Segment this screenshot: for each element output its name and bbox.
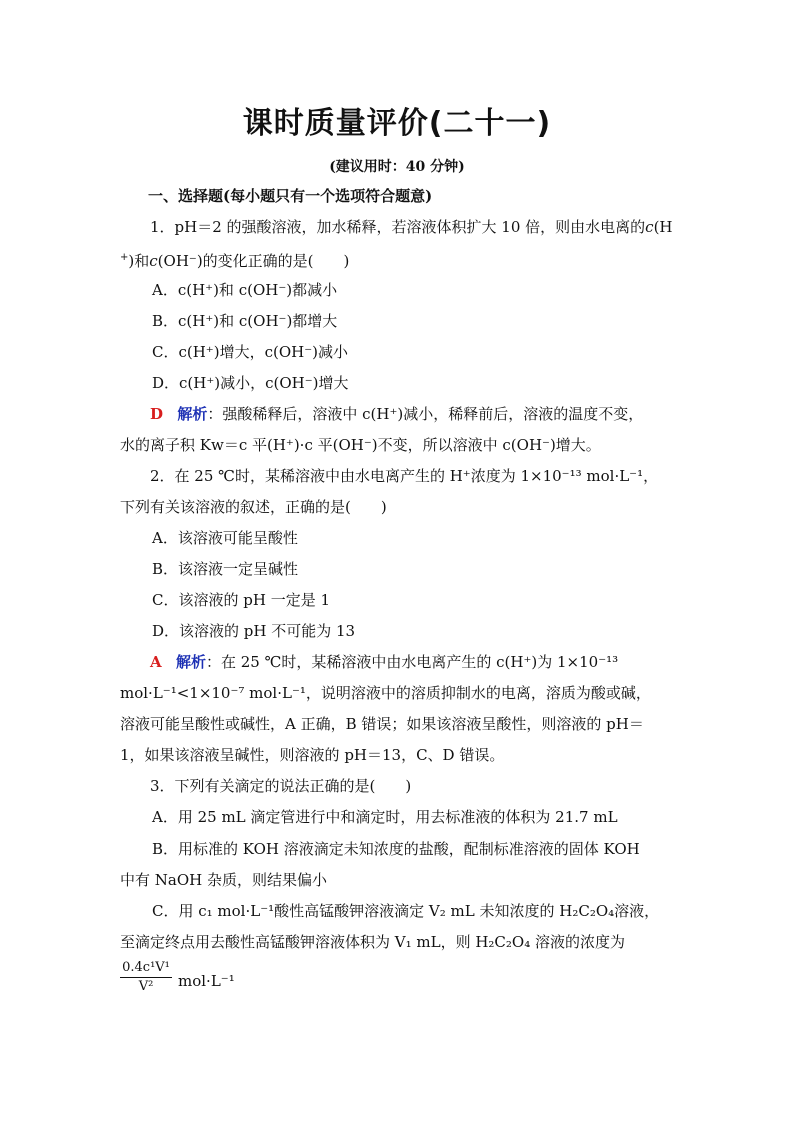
q1-option-a: A．c(H⁺)和 c(OH⁻)都减小	[152, 281, 338, 299]
q2-option-c: C．该溶液的 pH 一定是 1	[152, 591, 331, 609]
q3-option-c-line1: C．用 c₁ mol·L⁻¹酸性高锰酸钾溶液滴定 V₂ mL 未知浓度的 H₂C₂O₄溶液，	[152, 902, 660, 920]
page-title: 课时质量评价(二十一)	[242, 106, 552, 141]
q1-analysis-line1: D 解析：强酸稀释后，溶液中 c(H⁺)减小，稀释前后，溶液的温度不变，	[150, 405, 644, 423]
q1-option-b: B．c(H⁺)和 c(OH⁻)都增大	[152, 312, 338, 330]
q2-stem-line1: 2．在 25 ℃时，某稀溶液中由水电离产生的 H⁺浓度为 1×10⁻¹³ mol·L⁻¹，	[150, 467, 659, 485]
q3-option-a: A．用 25 mL 滴定管进行中和滴定时，用去标准液的体积为 21.7 mL	[152, 808, 618, 826]
q2-option-d: D．该溶液的 pH 不可能为 13	[152, 622, 356, 640]
suggested-time: (建议用时：40 分钟)	[329, 159, 465, 175]
q2-option-a: A．该溶液可能呈酸性	[152, 529, 298, 547]
q2-answer: A	[150, 653, 162, 671]
q2-option-b: B．该溶液一定呈碱性	[152, 560, 299, 578]
q3-stem: 3．下列有关滴定的说法正确的是( )	[150, 777, 412, 795]
q2-analysis-line3: 溶液可能呈酸性或碱性，A 正确，B 错误；如果该溶液呈酸性，则溶液的 pH＝	[120, 715, 644, 733]
q1-stem-tail: (H	[653, 218, 673, 236]
q2-analysis-line2: mol·L⁻¹<1×10⁻⁷ mol·L⁻¹，说明溶液中的溶质抑制水的电离，溶质为酸或碱，	[120, 684, 651, 702]
q1-stem-line2: +)和c(OH⁻)的变化正确的是( )	[120, 252, 350, 270]
section-heading: 一、选择题(每小题只有一个选项符合题意)	[148, 187, 433, 205]
q1-option-c: C．c(H⁺)增大，c(OH⁻)减小	[152, 343, 348, 361]
fraction-numerator: 0.4c¹V¹	[120, 960, 172, 978]
q2-analysis-line4: 1，如果该溶液呈碱性，则溶液的 pH＝13，C、D 错误。	[120, 746, 505, 764]
q3-option-b-line1: B．用标准的 KOH 溶液滴定未知浓度的盐酸，配制标准溶液的固体 KOH	[152, 840, 640, 858]
q2-analysis-line1: A 解析：在 25 ℃时，某稀溶液中由水电离产生的 c(H⁺)为 1×10⁻¹³	[150, 653, 619, 671]
q3-option-c-line2: 至滴定终点用去酸性高锰酸钾溶液体积为 V₁ mL，则 H₂C₂O₄ 溶液的浓度为	[120, 933, 626, 951]
q2-analysis-label: 解析	[175, 653, 206, 671]
fraction-denominator: V²	[138, 979, 154, 994]
q1-stem-line1: 1．pH＝2 的强酸溶液，加水稀释，若溶液体积扩大 10 倍，则由水电离的c(H	[150, 218, 673, 236]
q1-answer: D	[150, 405, 164, 423]
q2-stem-line2: 下列有关该溶液的叙述，正确的是( )	[120, 498, 387, 516]
q1-analysis-line2: 水的离子积 Kw＝c 平(H⁺)·c 平(OH⁻)不变，所以溶液中 c(OH⁻)增大。	[120, 436, 601, 454]
q1-analysis-label: 解析	[177, 405, 208, 423]
concentration-fraction	[120, 960, 172, 994]
q1-stem-text: 1．pH＝2 的强酸溶液，加水稀释，若溶液体积扩大 10 倍，则由水电离的	[150, 218, 646, 236]
q3-option-b-line2: 中有 NaOH 杂质，则结果偏小	[120, 871, 327, 889]
fraction-unit: mol·L⁻¹	[178, 972, 235, 990]
q1-option-d: D．c(H⁺)减小，c(OH⁻)增大	[152, 374, 349, 392]
